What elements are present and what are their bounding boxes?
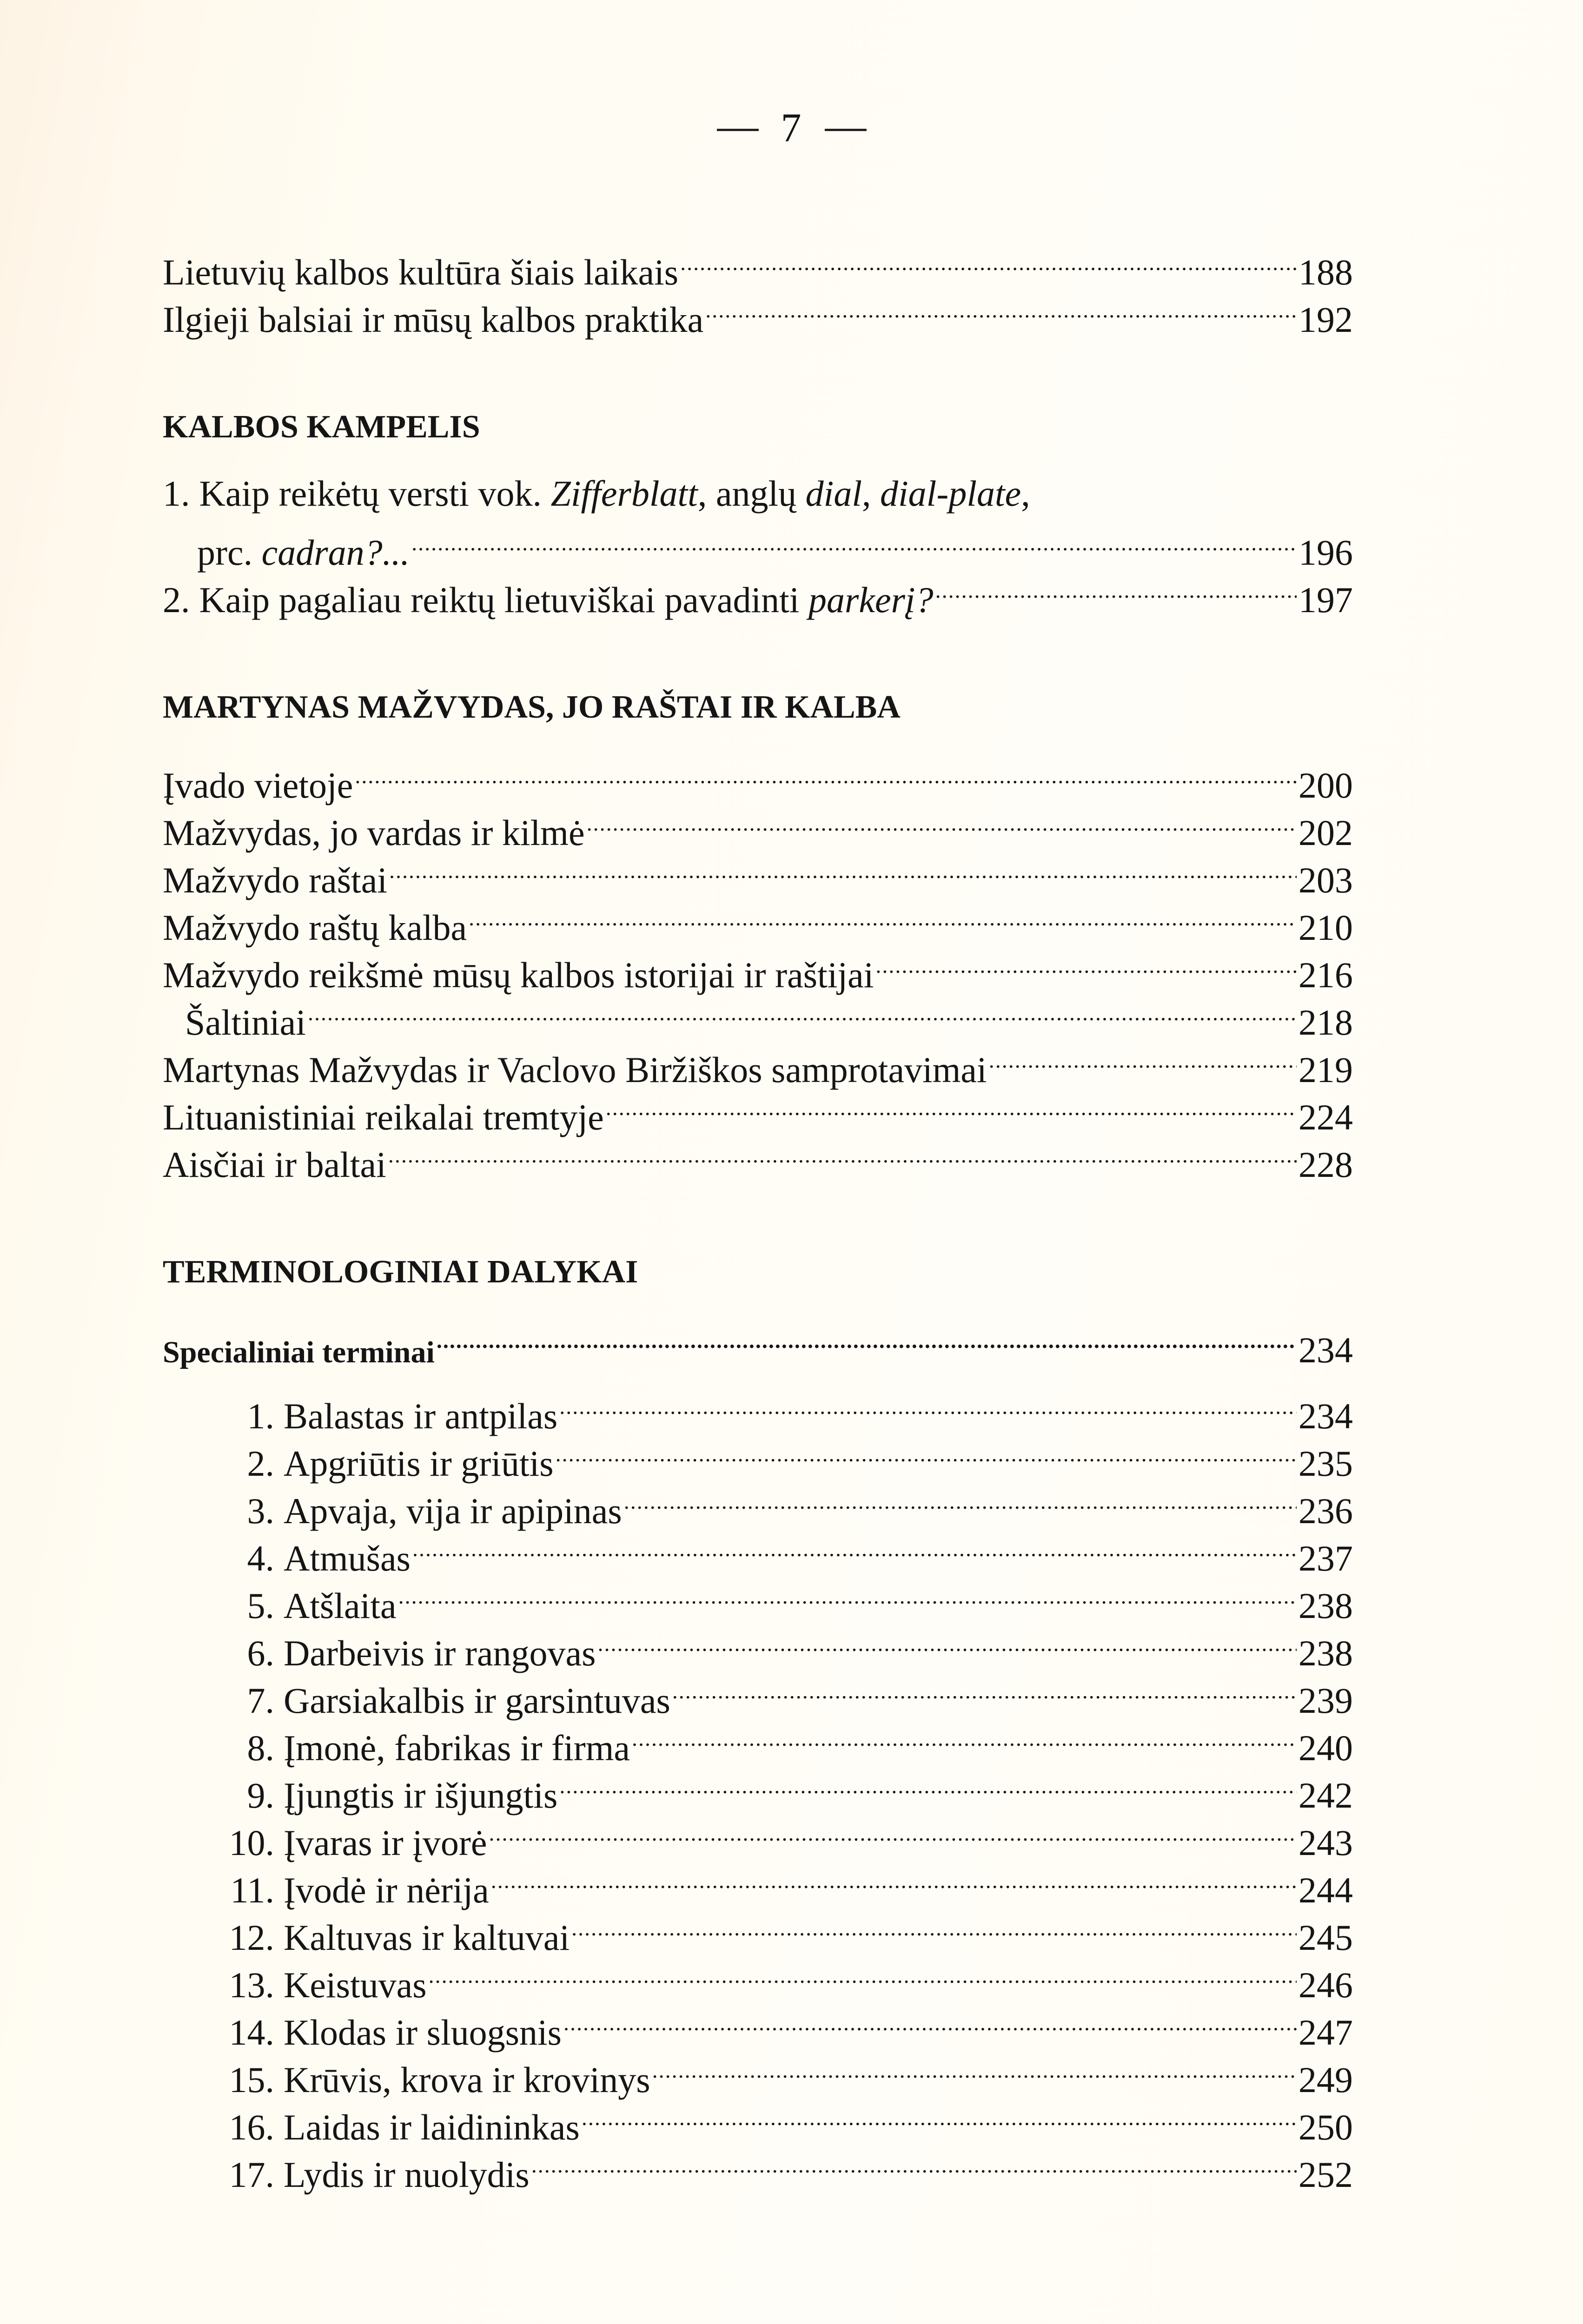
entry-text: Kaip pagaliau reiktų lietuviškai pavadinti [199,580,808,620]
entry-page: 235 [1298,1443,1353,1484]
entry-number: 5. [247,1585,274,1626]
dot-leader [563,1997,1297,2045]
entry-page: 240 [1298,1728,1353,1768]
dot-leader [429,1950,1297,1997]
entry-number: 8. [247,1728,274,1768]
entry-text: Krūvis, krova ir krovinys [284,2060,650,2100]
entry-number: 6. [247,1633,274,1673]
entry-page: 218 [1298,1002,1353,1043]
dot-leader [989,1035,1297,1082]
dash-right [825,129,867,131]
entry-title [200,1961,427,2009]
dot-leader [412,1523,1297,1571]
entry-page: 200 [1298,765,1353,805]
entry-text: Kaip reikėtų versti vok. [199,473,551,514]
dot-leader [469,892,1297,940]
entry-number: 17. [229,2154,274,2195]
entry-italic: Zifferblatt [550,473,698,514]
intro-section [163,237,1353,340]
entry-page: 202 [1298,812,1353,853]
entry-title: Lietuvių kalbos kultūra šiais laikais [163,252,679,292]
dot-leader [582,2092,1297,2139]
dot-leader [491,1855,1297,1902]
entry-text: Laidas ir laidininkas [284,2107,580,2147]
entry-title: Mažvydo raštai [163,860,388,900]
entry-text: Atšlaita [284,1585,397,1626]
section-heading: KALBOS KAMPELIS [163,409,480,445]
entry-page: 236 [1298,1491,1353,1531]
entry-page: 192 [1298,299,1353,340]
entry-text: Kaltuvas ir kaltuvai [284,1917,570,1958]
numbered-term-list [163,1381,1353,2195]
dot-leader [388,1129,1297,1177]
entry-page: 252 [1298,2154,1353,2195]
entry-text: Balastas ir antpilas [284,1396,558,1436]
entry-text: Atmušas [284,1538,411,1578]
entry-page: 250 [1298,2107,1353,2147]
entry-page: 188 [1298,252,1353,292]
entry-page: 196 [1298,532,1353,573]
dot-leader [531,2139,1297,2187]
dot-leader [571,1902,1297,1950]
entry-page: 245 [1298,1917,1353,1958]
toc-entry[interactable] [163,987,1353,1043]
toc-entry[interactable] [163,237,1353,292]
entry-page: 234 [1298,1330,1353,1370]
entry-title [200,1393,557,1440]
entry-text: Klodas ir sluogsnis [284,2012,562,2053]
terminologiniai-section [163,1249,1353,2195]
entry-title [200,1867,489,1914]
entry-number: 1. [247,1396,274,1436]
entry-number: 13. [229,1965,274,2005]
entry-page: 249 [1298,2060,1353,2100]
entry-italic: dial-plate [880,473,1021,514]
entry-number: 15. [229,2060,274,2100]
toc-entry[interactable] [163,517,1353,573]
entry-text: , anglų [697,473,806,514]
dot-leader [875,940,1297,987]
dot-leader [587,798,1297,845]
entry-page: 238 [1298,1585,1353,1626]
entry-title [200,2009,562,2056]
entry-text: Įvodė ir nėrija [284,1870,489,1910]
dash-left [717,129,759,131]
entry-page: 228 [1298,1144,1353,1185]
dot-leader [489,1808,1297,1855]
toc-entry[interactable] [163,1035,1353,1090]
entry-number: 9. [247,1775,274,1816]
dot-leader [672,1665,1297,1713]
entry-title: Lituanistiniai reikalai tremtyje [163,1097,604,1137]
dot-leader [559,1381,1297,1428]
entry-page: 234 [1298,1396,1353,1436]
entry-title [197,529,410,576]
entry-number: 12. [229,1917,274,1958]
entry-number: 2. [247,1443,274,1484]
entry-title: Mažvydo raštų kalba [163,907,467,948]
entry-text: Apvaja, vija ir apipinas [284,1491,622,1531]
kalbos-kampelis-section [163,404,1353,620]
entry-title: Martynas Mažvydas ir Vaclovo Biržiškos samprotavimai [163,1050,987,1090]
dot-leader [437,1315,1297,1362]
toc-entry-line1[interactable] [163,470,1353,517]
dot-leader [705,284,1297,332]
entry-page: 242 [1298,1775,1353,1816]
toc-subsection-entry[interactable] [163,1315,1353,1370]
dot-leader [398,1571,1297,1618]
entry-number: 10. [229,1822,274,1863]
entry-title [200,1535,411,1582]
entry-title: Mažvydo reikšmė mūsų kalbos istorijai ir raštijai [163,955,874,995]
entry-title [200,1582,397,1630]
entry-page: 237 [1298,1538,1353,1578]
entry-number: 16. [229,2107,274,2147]
entry-title [200,1630,596,1677]
entry-title [200,1440,554,1487]
page-number-header [0,105,1583,152]
dot-leader [632,1713,1297,1760]
dot-leader [556,1428,1297,1476]
toc-entry[interactable] [163,1381,1353,1436]
entry-text: Įjungtis ir išjungtis [284,1775,558,1816]
section-heading: TERMINOLOGINIAI DALYKAI [163,1254,638,1290]
entry-text: Keistuvas [284,1965,427,2005]
entry-title [200,2104,580,2151]
entry-page: 243 [1298,1822,1353,1863]
entry-number: 3. [247,1491,274,1531]
entry-page: 224 [1298,1097,1353,1137]
entry-number: 14. [229,2012,274,2053]
entry-title: Aisčiai ir baltai [163,1144,386,1185]
entry-title: Specialiniai terminai [163,1335,435,1369]
toc-entry[interactable] [163,750,1353,805]
mazvydas-section [163,684,1353,1185]
entry-title [200,1677,670,1724]
entry-text: Garsiakalbis ir garsintuvas [284,1680,670,1721]
entry-title: Ilgieji balsiai ir mūsų kalbos praktika [163,299,704,340]
entry-number: 11. [230,1870,274,1910]
page-number: 7 [781,106,802,151]
entry-number: 2. [163,580,190,620]
entry-text: Įvaras ir įvorė [284,1822,487,1863]
table-of-contents [163,237,1353,2195]
entry-title: Įvado vietoje [163,765,353,805]
dot-leader [624,1476,1297,1523]
dot-leader [935,565,1297,612]
entry-text: prc. [197,532,262,573]
dot-leader [308,987,1297,1035]
entry-page: 247 [1298,2012,1353,2053]
entry-page: 219 [1298,1050,1353,1090]
entry-text: , [862,473,880,514]
entry-text: , [1021,473,1030,514]
entry-title [200,2151,530,2199]
entry-number: 1. [163,473,190,514]
dot-leader [652,2045,1297,2092]
dot-leader [597,1618,1297,1665]
entry-page: 246 [1298,1965,1353,2005]
section-heading: MARTYNAS MAŽVYDAS, JO RAŠTAI IR KALBA [163,689,901,725]
entry-title [163,576,934,624]
entry-number: 7. [247,1680,274,1721]
dot-leader [606,1082,1297,1129]
entry-title [200,1819,487,1867]
entry-page: 238 [1298,1633,1353,1673]
entry-page: 216 [1298,955,1353,995]
entry-page: 239 [1298,1680,1353,1721]
entry-italic: cadran?... [261,532,410,573]
entry-text: Apgriūtis ir griūtis [284,1443,554,1484]
dot-leader [355,750,1297,798]
entry-italic: dial [805,473,862,514]
entry-italic: parkerį? [808,580,934,620]
dot-leader [680,237,1297,284]
entry-text: Įmonė, fabrikas ir firma [284,1728,630,1768]
dot-leader [411,517,1297,565]
entry-page: 197 [1298,580,1353,620]
entry-title: Mažvydas, jo vardas ir kilmė [163,812,585,853]
entry-text: Darbeivis ir rangovas [284,1633,596,1673]
entry-text: Lydis ir nuolydis [284,2154,530,2195]
entry-page: 203 [1298,860,1353,900]
entry-title: Šaltiniai [185,1002,306,1043]
entry-page: 210 [1298,907,1353,948]
dot-leader [389,845,1297,892]
dot-leader [559,1760,1297,1808]
entry-page: 244 [1298,1870,1353,1910]
entry-number: 4. [247,1538,274,1578]
